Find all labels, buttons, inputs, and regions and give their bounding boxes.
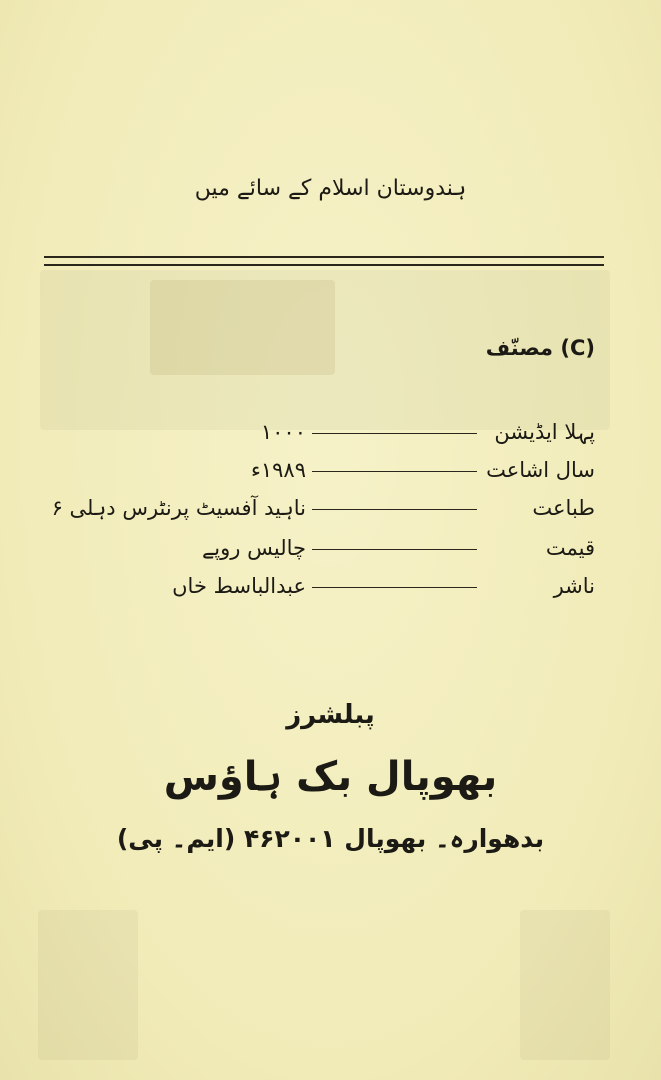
second-rule — [44, 264, 604, 266]
detail-dash — [312, 509, 477, 510]
detail-label: سال اشاعت — [486, 458, 595, 482]
detail-row-edition — [55, 412, 595, 444]
publishing-house-name: بھوپال بک ہاؤس — [163, 754, 498, 800]
detail-value: چالیس روپے — [202, 536, 306, 560]
copyright-line: (C) مصنّف — [485, 336, 595, 360]
detail-value: ناہید آفسیٹ پرنٹرس دہلی ۶ — [51, 496, 306, 520]
bleed-through-stamp-left — [38, 910, 138, 1060]
detail-label: پہلا ایڈیشن — [494, 420, 595, 444]
publisher-address: بدھوارہ۔ بھوپال ۴۶۲۰۰۱ (ایم۔ پی) — [116, 824, 545, 853]
detail-label: ناشر — [553, 574, 595, 598]
bleed-through-box — [150, 280, 335, 375]
detail-dash — [312, 549, 477, 550]
detail-row-publisher — [55, 566, 595, 598]
detail-dash — [312, 433, 477, 434]
series-title: ہندوستان اسلام کے سائے میں — [194, 176, 467, 201]
detail-value: عبدالباسط خاں — [172, 574, 306, 598]
detail-dash — [312, 587, 477, 588]
detail-label: قیمت — [545, 536, 595, 560]
detail-value: ۱۰۰۰ — [260, 420, 306, 444]
detail-label: طباعت — [532, 496, 595, 520]
detail-dash — [312, 471, 477, 472]
top-rule — [44, 256, 604, 258]
bleed-through-stamp-right — [520, 910, 610, 1060]
detail-row-printing — [51, 488, 595, 520]
detail-row-price — [55, 528, 595, 560]
detail-row-year — [55, 450, 595, 482]
detail-value: ۱۹۸۹ء — [251, 458, 306, 482]
publishers-heading: پبلشرز — [286, 700, 375, 730]
